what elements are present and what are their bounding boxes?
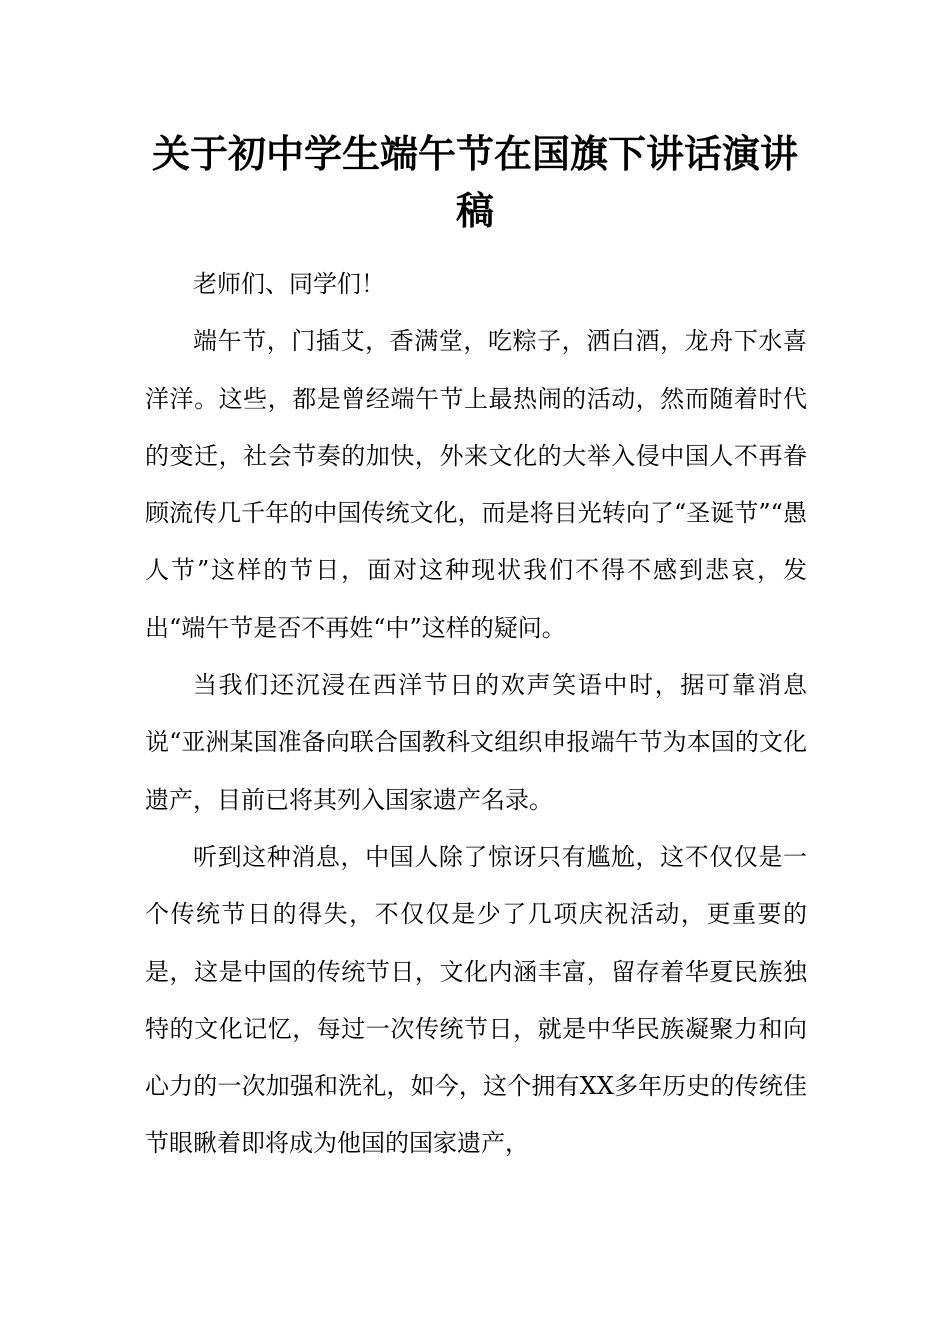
document-body	[145, 256, 807, 1173]
paragraph-3: 听到这种消息，中国人除了惊讶只有尴尬，这不仅仅是一个传统节日的得失，不仅仅是少了几项庆祝活动，更重要的是，这是中国的传统节日，文化内涵丰富，留存着华夏民族独特的文化记忆，每过一次传统节日，就是中华民族凝聚力和向心力的一次加强和洗礼，如今，这个拥有XX多年历史的传统佳节眼瞅着即将成为他国的国家遗产，	[145, 842, 807, 1158]
paragraph-2: 当我们还沉浸在西洋节日的欢声笑语中时，据可靠消息说“亚洲某国准备向联合国教科文组织申报端午节为本国的文化遗产，目前已将其列入国家遗产名录。	[145, 671, 807, 814]
title-line-2: 稿	[455, 188, 494, 233]
paragraph-greeting: 老师们、同学们！	[193, 270, 385, 298]
document-title	[140, 125, 810, 239]
paragraph-1: 端午节，门插艾，香满堂，吃粽子，洒白酒，龙舟下水喜洋洋。这些，都是曾经端午节上最热闹的活动，然而随着时代的变迁，社会节奏的加快，外来文化的大举入侵中国人不再眷顾流传几千年的中国传统文化，而是将目光转向了“圣诞节”“愚人节”这样的节日，面对这种现状我们不得不感到悲哀，发出“端午节是否不再姓“中”这样的疑问。	[145, 327, 807, 642]
title-line-1: 关于初中学生端午节在国旗下讲话演讲	[151, 131, 798, 176]
